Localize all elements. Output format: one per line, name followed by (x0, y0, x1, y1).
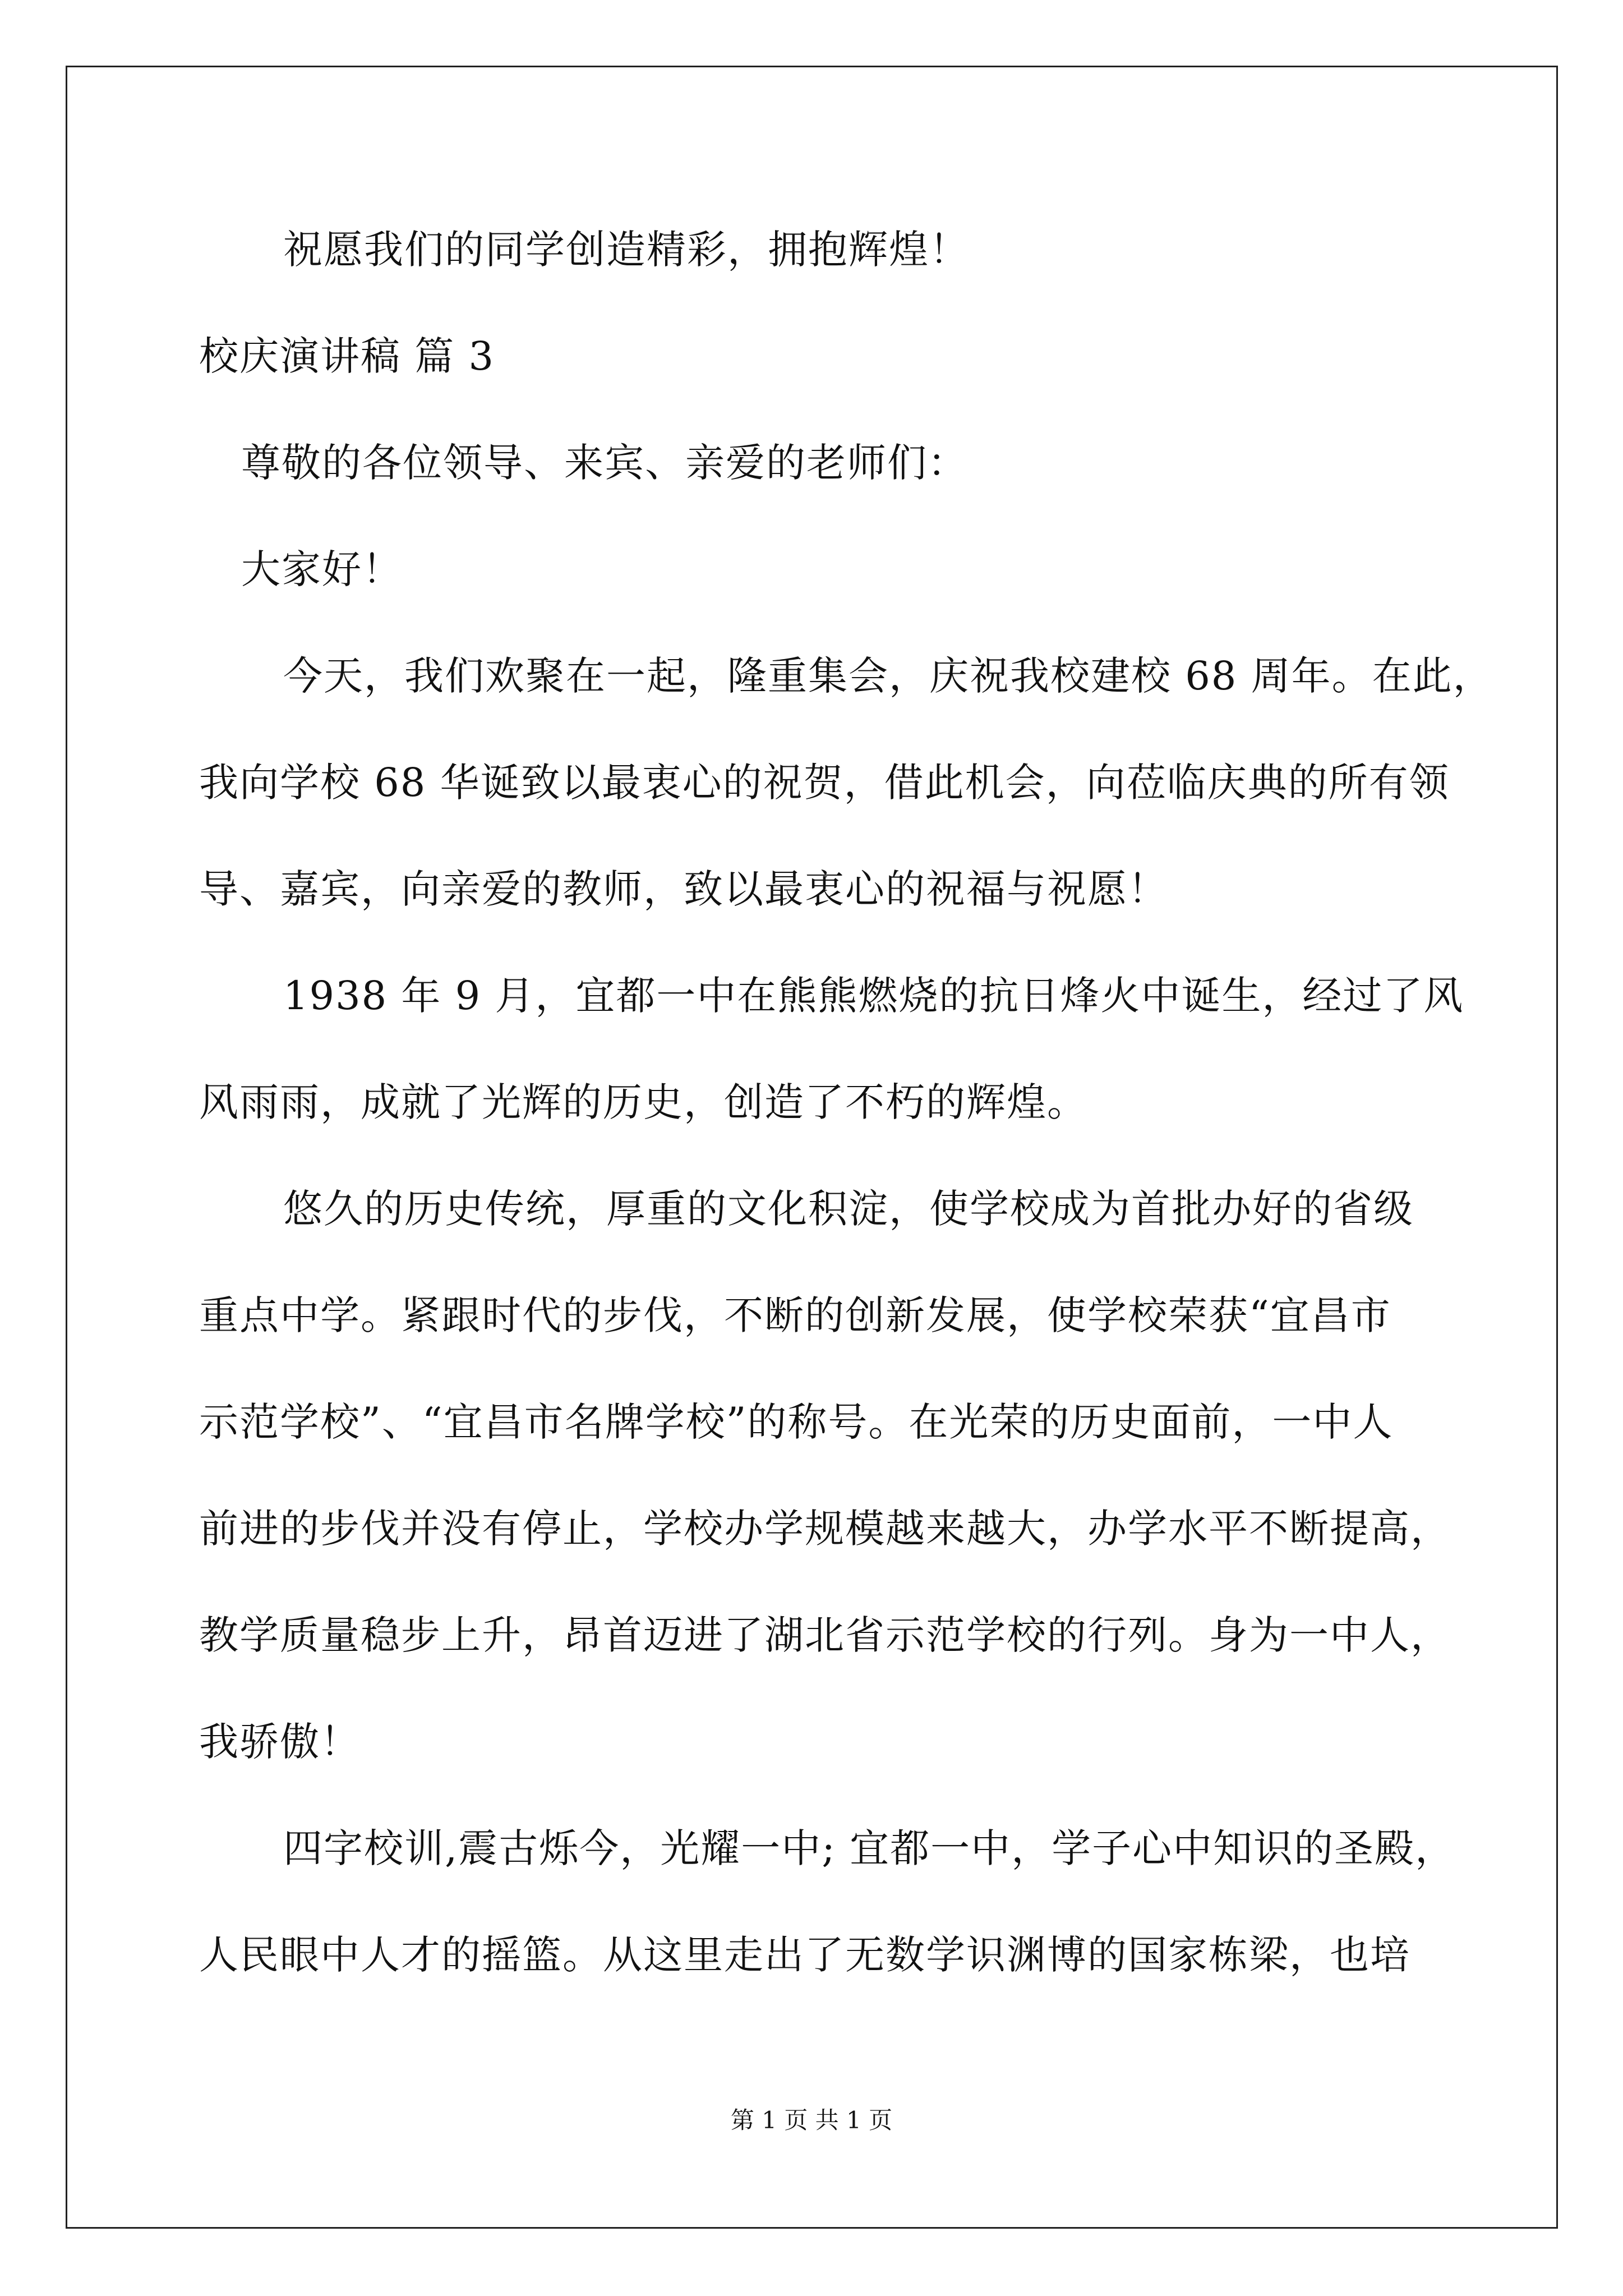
paragraph-line: 重点中学。紧跟时代的步伐，不断的创新发展，使学校荣获“宜昌市 (199, 1292, 1391, 1338)
paragraph-line: 前进的步伐并没有停止，学校办学规模越来越大，办学水平不断提高， (199, 1506, 1451, 1552)
salutation: 尊敬的各位领导、来宾、亲爱的老师们： (241, 440, 968, 486)
paragraph-line: 我向学校 68 华诞致以最衷心的祝贺，借此机会，向莅临庆典的所有领 (199, 760, 1450, 806)
page-number: 第 1 页 共 1 页 (730, 2106, 893, 2134)
paragraph-line: 风雨雨，成就了光辉的历史，创造了不朽的辉煌。 (199, 1079, 1087, 1125)
paragraph-line: 四字校训,震古烁今，光耀一中; 宜都一中，学子心中知识的圣殿， (283, 1825, 1456, 1871)
paragraph-line: 今天，我们欢聚在一起，隆重集会，庆祝我校建校 68 周年。在此， (283, 653, 1493, 699)
section-heading: 校庆演讲稿 篇 3 (199, 333, 495, 379)
paragraph-line: 悠久的历史传统，厚重的文化积淀，使学校成为首批办好的省级 (283, 1186, 1414, 1232)
paragraph-line: 祝愿我们的同学创造精彩，拥抱辉煌！ (283, 227, 970, 273)
page-border (66, 66, 1558, 2229)
paragraph-line: 导、嘉宾，向亲爱的教师，致以最衷心的祝福与祝愿！ (199, 866, 1168, 912)
paragraph-line: 示范学校”、“宜昌市名牌学校”的称号。在光荣的历史面前，一中人 (199, 1399, 1394, 1445)
paragraph-line: 1938 年 9 月，宜都一中在熊熊燃烧的抗日烽火中诞生，经过了风 (283, 973, 1464, 1019)
paragraph-line: 我骄傲！ (199, 1719, 361, 1765)
paragraph-line: 教学质量稳步上升，昂首迈进了湖北省示范学校的行列。身为一中人， (199, 1612, 1451, 1658)
greeting: 大家好！ (241, 546, 403, 592)
paragraph-line: 人民眼中人才的摇篮。从这里走出了无数学识渊博的国家栋梁，也培 (199, 1932, 1410, 1978)
